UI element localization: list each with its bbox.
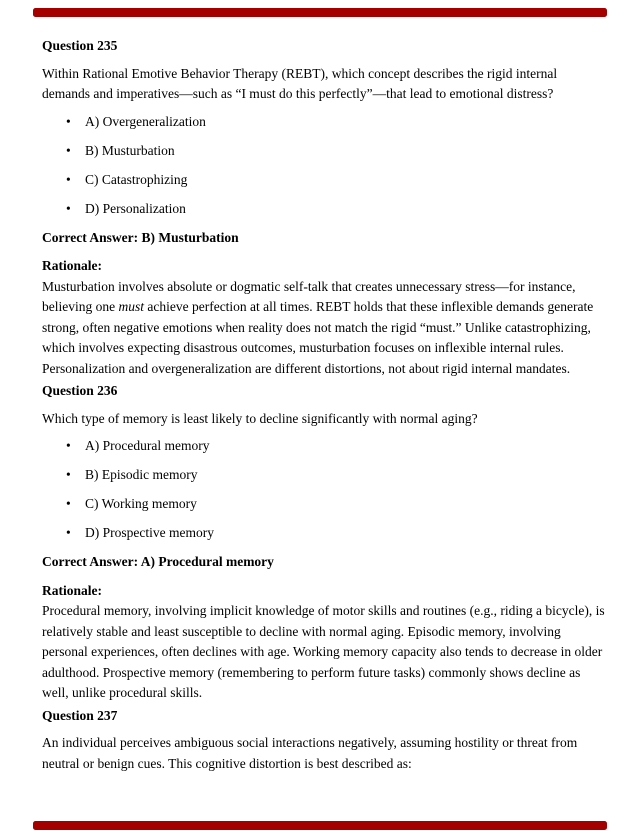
option-label: C) Catastrophizing <box>85 171 188 187</box>
rationale-text: achieve perfection at all times. REBT holds that these inflexible demands generate strong, often negative emotions when reality does not match the rigid “must.” Unlike catastrophizing, which involves expecting disastrous outcomes, musturbation focuses on inflexible internal rules. Personalization and overgeneralization are different distortions, not about rigid internal mandates. <box>42 299 594 376</box>
correct-answer: Correct Answer: B) Musturbation <box>42 229 239 245</box>
bullet-icon: • <box>66 142 71 158</box>
bullet-icon: • <box>66 200 71 216</box>
rationale <box>42 581 605 704</box>
question-block-237 <box>42 706 605 775</box>
option-item-d <box>42 199 605 220</box>
option-label: D) Personalization <box>85 200 186 216</box>
rationale-label: Rationale: <box>42 258 102 273</box>
correct-answer: Correct Answer: A) Procedural memory <box>42 554 274 569</box>
question-title: Question 236 <box>42 383 118 398</box>
bullet-icon: • <box>66 525 71 540</box>
option-label: B) Musturbation <box>85 142 175 158</box>
rationale-italic-word: must <box>118 299 144 314</box>
question-block-236 <box>42 381 605 704</box>
option-item-c <box>42 494 605 515</box>
option-item-c <box>42 170 605 191</box>
question-title: Question 235 <box>42 38 118 53</box>
question-block-235 <box>42 36 605 379</box>
bullet-icon: • <box>66 496 71 511</box>
bullet-icon: • <box>66 171 71 187</box>
question-title: Question 237 <box>42 707 118 723</box>
bullet-icon: • <box>66 113 71 129</box>
option-label: A) Overgeneralization <box>85 113 206 129</box>
option-item-a <box>42 112 605 133</box>
options-list <box>42 436 605 544</box>
option-label: B) Episodic memory <box>85 467 198 482</box>
options-list <box>42 112 605 220</box>
question-text: Which type of memory is least likely to decline significantly with normal aging? <box>42 410 478 426</box>
bullet-icon: • <box>66 467 71 482</box>
option-label: C) Working memory <box>85 496 197 511</box>
option-item-d <box>42 523 605 544</box>
option-item-b <box>42 465 605 486</box>
option-item-a <box>42 436 605 457</box>
bullet-icon: • <box>66 438 71 453</box>
question-text: An individual perceives ambiguous social interactions negatively, assuming hostility or threat from neutral or benign cues. This cognitive distortion is best described as: <box>42 735 578 771</box>
rationale-text: Procedural memory, involving implicit knowledge of motor skills and routines (e.g., riding a bicycle), is relatively stable and least susceptible to decline with normal aging. Episodic memory, involving personal experiences, often declines with age. Working memory capacity also tends to decrease in older adulthood. Prospective memory (remembering to perform future tasks) commonly shows decline as well, unlike procedural skills. <box>42 603 605 700</box>
option-item-b <box>42 141 605 162</box>
option-label: D) Prospective memory <box>85 525 214 540</box>
rationale-text: Musturbation involves absolute or dogmatic self-talk that creates unnecessary stress—for instance, believing one <box>42 278 576 314</box>
rationale-label: Rationale: <box>42 582 102 598</box>
question-text: Within Rational Emotive Behavior Therapy (REBT), which concept describes the rigid internal demands and imperatives—such as “I must do this perfectly”—that lead to emotional distress? <box>42 65 558 101</box>
option-label: A) Procedural memory <box>85 438 210 453</box>
rationale <box>42 256 605 379</box>
